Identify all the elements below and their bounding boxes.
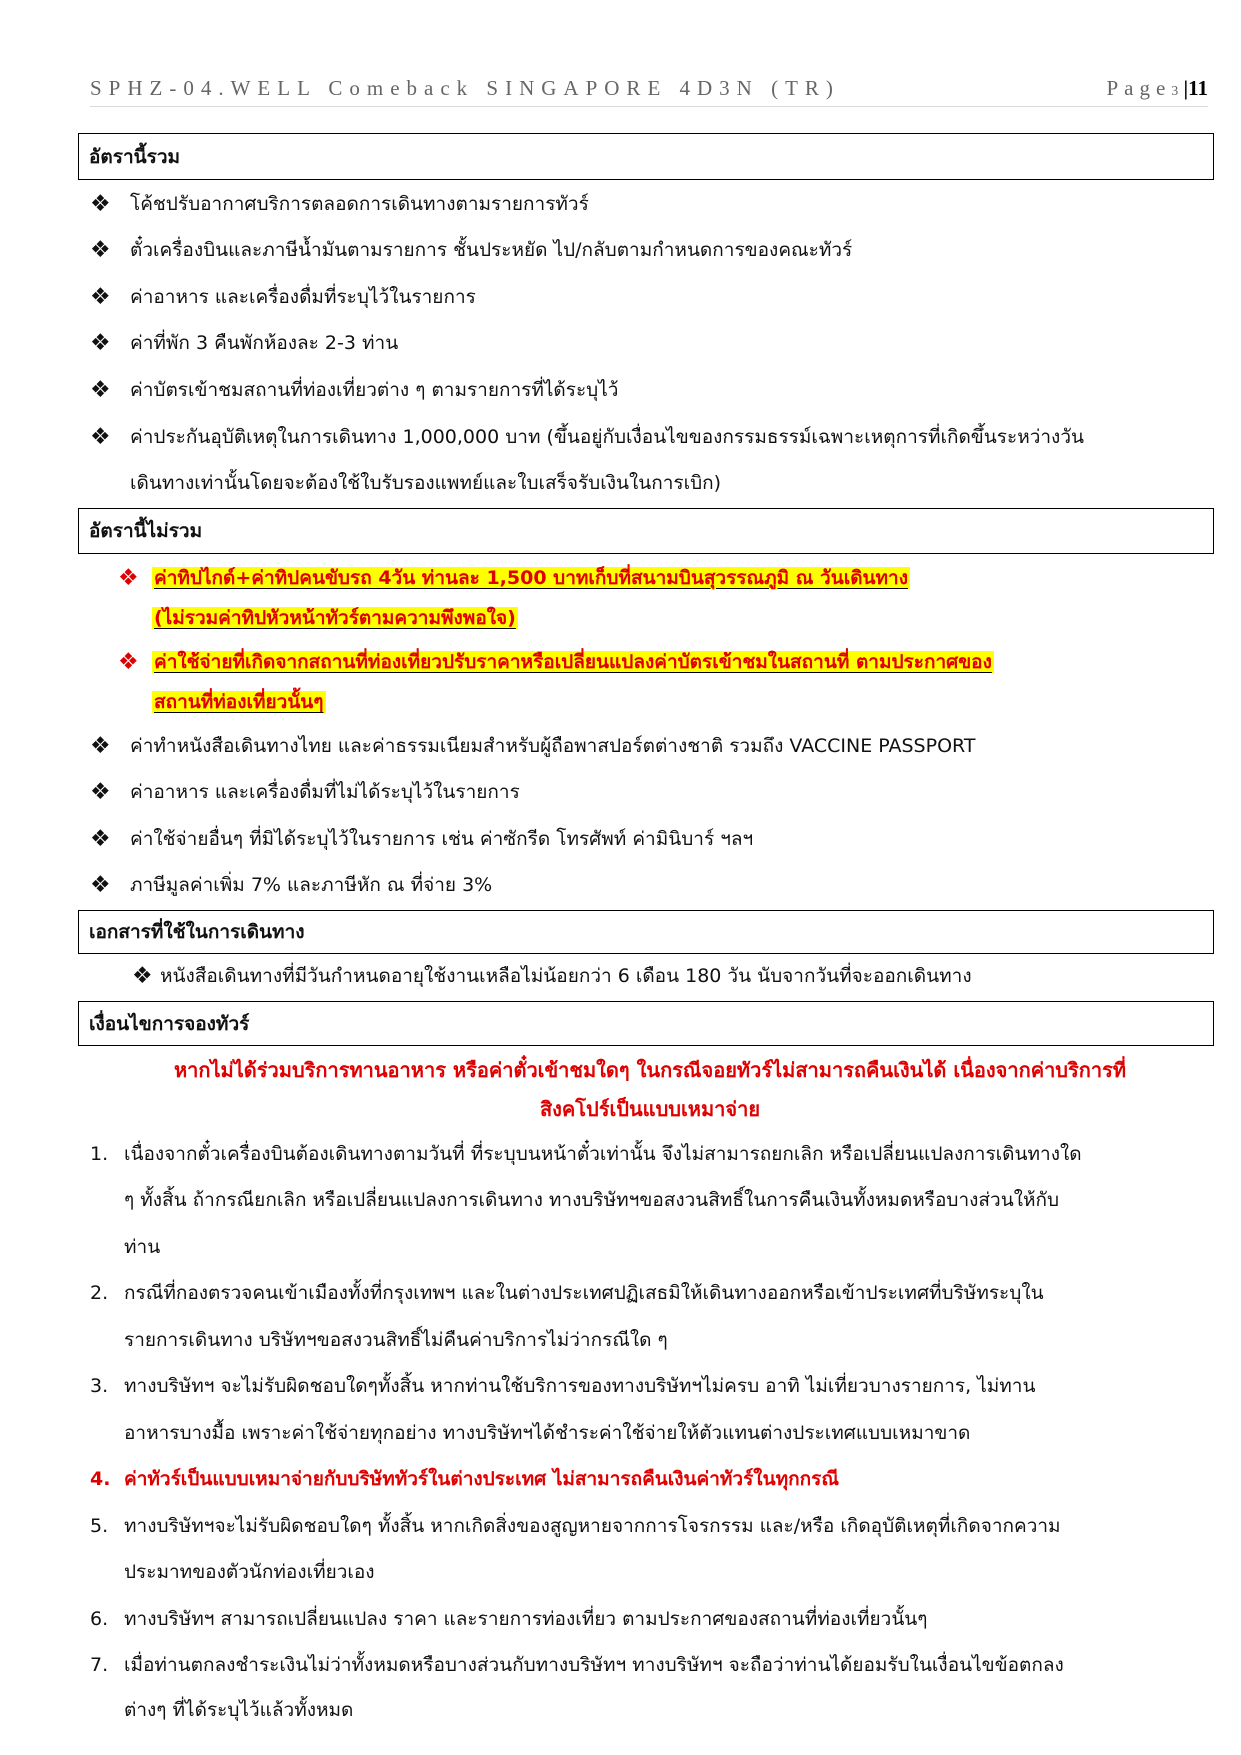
- section-heading-booking: เงื่อนไขการจองทัวร์: [78, 1001, 1214, 1046]
- bullet-icon: ❖: [118, 565, 139, 591]
- bullet-icon: ❖: [132, 963, 153, 989]
- bullet-icon: ❖: [90, 191, 111, 217]
- section-heading-documents: เอกสารที่ใช้ในการเดินทาง: [78, 910, 1214, 954]
- bullet-icon: ❖: [90, 872, 111, 898]
- bullet-icon: ❖: [90, 779, 111, 805]
- section-heading-included: อัตรานี้รวม: [78, 133, 1214, 180]
- bullet-icon: ❖: [90, 377, 111, 403]
- page-header: [90, 76, 1208, 107]
- booking-notice: หากไม่ได้ร่วมบริการทานอาหาร หรือค่าตั๋วเข้าชมใดๆ ในกรณีจอยทัวร์ไม่สามารถคืนเงินได้ เนื่องจากค่าบริการที่: [173, 1058, 1127, 1082]
- booking-notice-continued: สิงคโปร์เป็นแบบเหมาจ่าย: [539, 1097, 761, 1121]
- bullet-icon: ❖: [90, 284, 111, 310]
- bullet-icon: ❖: [90, 733, 111, 759]
- bullet-icon: ❖: [90, 424, 111, 450]
- bullet-icon: ❖: [118, 649, 139, 675]
- bullet-icon: ❖: [90, 237, 111, 263]
- document-title: SPHZ-04.WELL Comeback SINGAPORE 4D3N (TR): [90, 76, 840, 100]
- section-heading-excluded: อัตรานี้ไม่รวม: [78, 508, 1214, 554]
- bullet-icon: ❖: [90, 330, 111, 356]
- bullet-icon: ❖: [90, 826, 111, 852]
- page-number: Page3 |11: [1106, 76, 1208, 100]
